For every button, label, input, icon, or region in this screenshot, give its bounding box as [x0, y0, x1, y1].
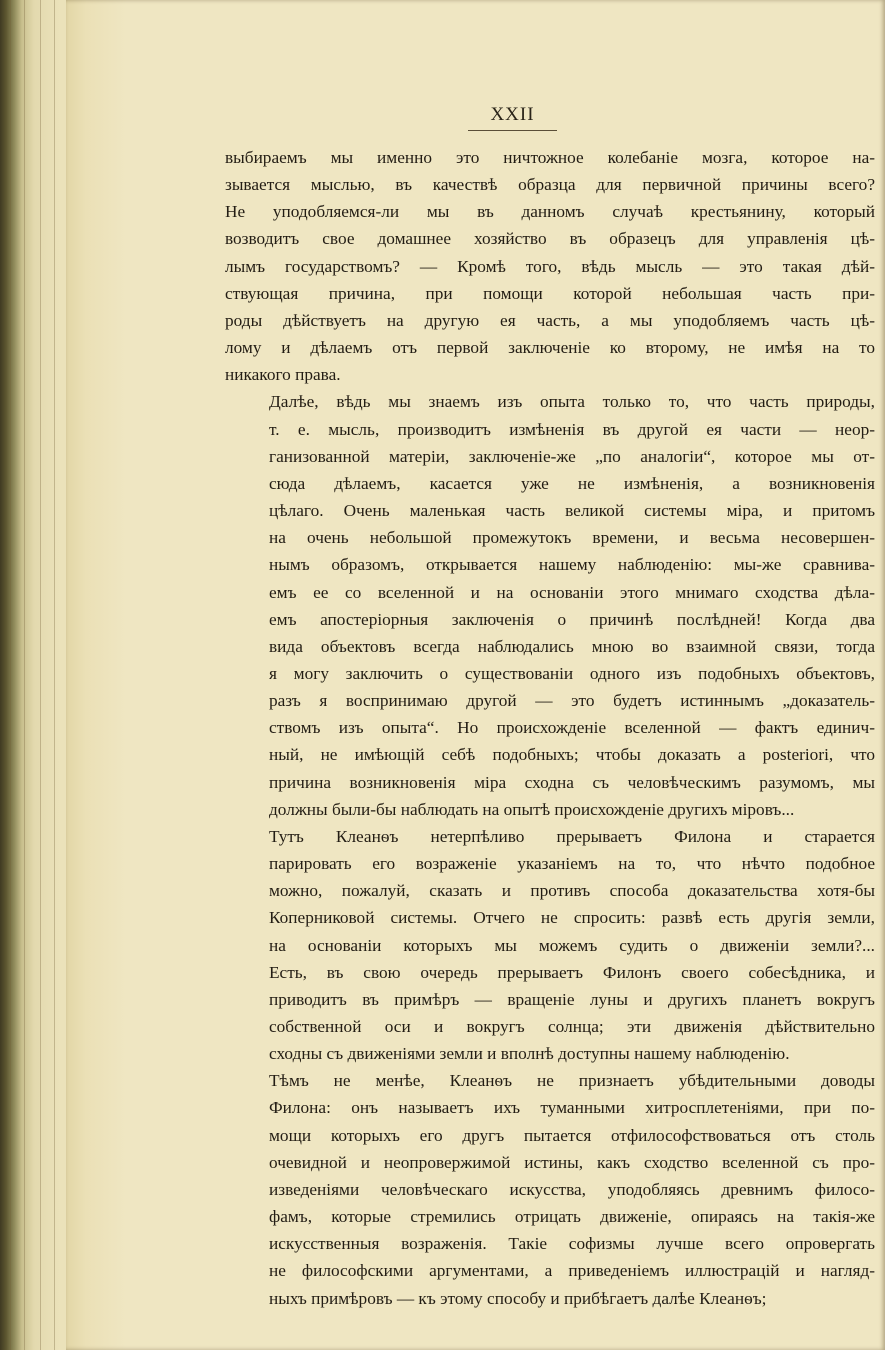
text-line: можно, пожалуй, сказать и противъ способа доказательства хотя-бы: [269, 881, 875, 901]
text-line: изведеніями человѣческаго искусства, уподобляясь древнимъ филосо-: [269, 1179, 875, 1199]
page-number: XXII: [468, 104, 556, 131]
text-line: разъ я воспринимаю другой — это будетъ истиннымъ „доказатель-: [269, 691, 875, 711]
text-line: сходны съ движеніями земли и вполнѣ доступны нашему наблюденію.: [269, 1044, 790, 1064]
text-line: приводитъ въ примѣръ — вращеніе луны и другихъ планетъ вокругъ: [269, 989, 875, 1009]
text-line: фамъ, которые стремились отрицать движеніе, опираясь на такія-же: [269, 1207, 875, 1227]
text-line: нымъ образомъ, открывается нашему наблюденію: мы-же сравнива-: [269, 555, 875, 575]
page-edge-line: [10, 0, 11, 1350]
text-line: сюда дѣлаемъ, касается уже не измѣненія, а возникновенія: [269, 473, 875, 493]
paragraph: [225, 1067, 875, 1311]
text-line: искусственныя возраженія. Такіе софизмы лучше всего опровергать: [269, 1234, 875, 1254]
body-text: [225, 144, 875, 1312]
text-line: ствующая причина, при помощи которой небольшая часть при-: [225, 283, 875, 303]
page-number-header: [0, 104, 885, 131]
text-line: я могу заключить о существованіи одного изъ подобныхъ объектовъ,: [269, 663, 875, 683]
text-line: зывается мыслью, въ качествѣ образца для первичной причины всего?: [225, 175, 875, 195]
page-edge-line: [54, 0, 55, 1350]
text-line: ганизованной матеріи, заключеніе-же „по аналогіи“, которое мы от-: [269, 446, 875, 466]
text-line: на очень небольшой промежутокъ времени, и весьма несовершен-: [269, 528, 875, 548]
text-line: Тутъ Клеанѳъ нетерпѣливо прерываетъ Филона и старается: [269, 826, 875, 846]
text-line: т. е. мысль, производитъ измѣненія въ другой ея части — неор-: [269, 419, 875, 439]
paragraph: [225, 144, 875, 388]
text-line: не философскими аргументами, а приведеніемъ иллюстрацій и нагляд-: [269, 1261, 875, 1281]
text-line: Коперниковой системы. Отчего не спросить: развѣ есть другія земли,: [269, 908, 875, 928]
text-line: Не уподобляемся-ли мы въ данномъ случаѣ крестьянину, который: [225, 202, 875, 222]
text-line: Филона: онъ называетъ ихъ туманными хитросплетеніями, при по-: [269, 1098, 875, 1118]
text-line: вида объектовъ всегда наблюдались мною во взаимной связи, тогда: [269, 636, 875, 656]
text-line: лымъ государствомъ? — Кромѣ того, вѣдь мысль — это такая дѣй-: [225, 256, 875, 276]
text-line: никакого права.: [225, 365, 341, 385]
text-line: роды дѣйствуетъ на другую ея часть, а мы уподобляемъ часть цѣ-: [225, 310, 875, 330]
text-line: ныхъ примѣровъ — къ этому способу и прибѣгаетъ далѣе Клеанѳъ;: [269, 1288, 767, 1308]
text-line: собственной оси и вокругъ солнца; эти движенія дѣйствительно: [269, 1017, 875, 1036]
text-line: причина возникновенія міра сходна съ человѣческимъ разумомъ, мы: [269, 772, 875, 792]
text-line: парировать его возраженіе указаніемъ на то, что нѣчто подобное: [269, 854, 875, 874]
text-line: мощи которыхъ его другъ пытается отфилософствоваться отъ столь: [269, 1125, 875, 1145]
text-line: выбираемъ мы именно это ничтожное колебаніе мозга, которое на-: [225, 148, 875, 167]
text-line: очевидной и неопровержимой истины, какъ сходство вселенной съ про-: [269, 1152, 875, 1172]
text-line: Есть, въ свою очередь прерываетъ Филонъ своего собесѣдника, и: [269, 962, 875, 982]
page-edge-line: [24, 0, 25, 1350]
text-line: Далѣе, вѣдь мы знаемъ изъ опыта только то, что часть природы,: [269, 392, 875, 412]
text-line: емъ ее со вселенной и на основаніи этого мнимаго сходства дѣла-: [269, 582, 875, 602]
page-edge-line: [40, 0, 41, 1350]
text-line: лому и дѣлаемъ отъ первой заключеніе ко второму, не имѣя на то: [225, 338, 875, 358]
text-line: на основаніи которыхъ мы можемъ судить о движеніи земли?...: [269, 935, 875, 955]
paragraph: [225, 823, 875, 1067]
text-line: ный, не имѣющій себѣ подобныхъ; чтобы доказать a posteriori, что: [269, 745, 875, 765]
text-line: емъ апостеріорныя заключенія о причинѣ послѣдней! Когда два: [269, 609, 875, 629]
text-line: цѣлаго. Очень маленькая часть великой системы міра, и притомъ: [269, 501, 875, 521]
text-line: должны были-бы наблюдать на опытѣ происхожденіе другихъ міровъ...: [269, 799, 795, 819]
text-line: Тѣмъ не менѣе, Клеанѳъ не признаетъ убѣдительными доводы: [269, 1071, 875, 1091]
text-line: возводитъ свое домашнее хозяйство въ образецъ для управленія цѣ-: [225, 229, 875, 249]
paragraph: [225, 388, 875, 823]
text-line: ствомъ изъ опыта“. Но происхожденіе вселенной — фактъ единич-: [269, 718, 875, 738]
